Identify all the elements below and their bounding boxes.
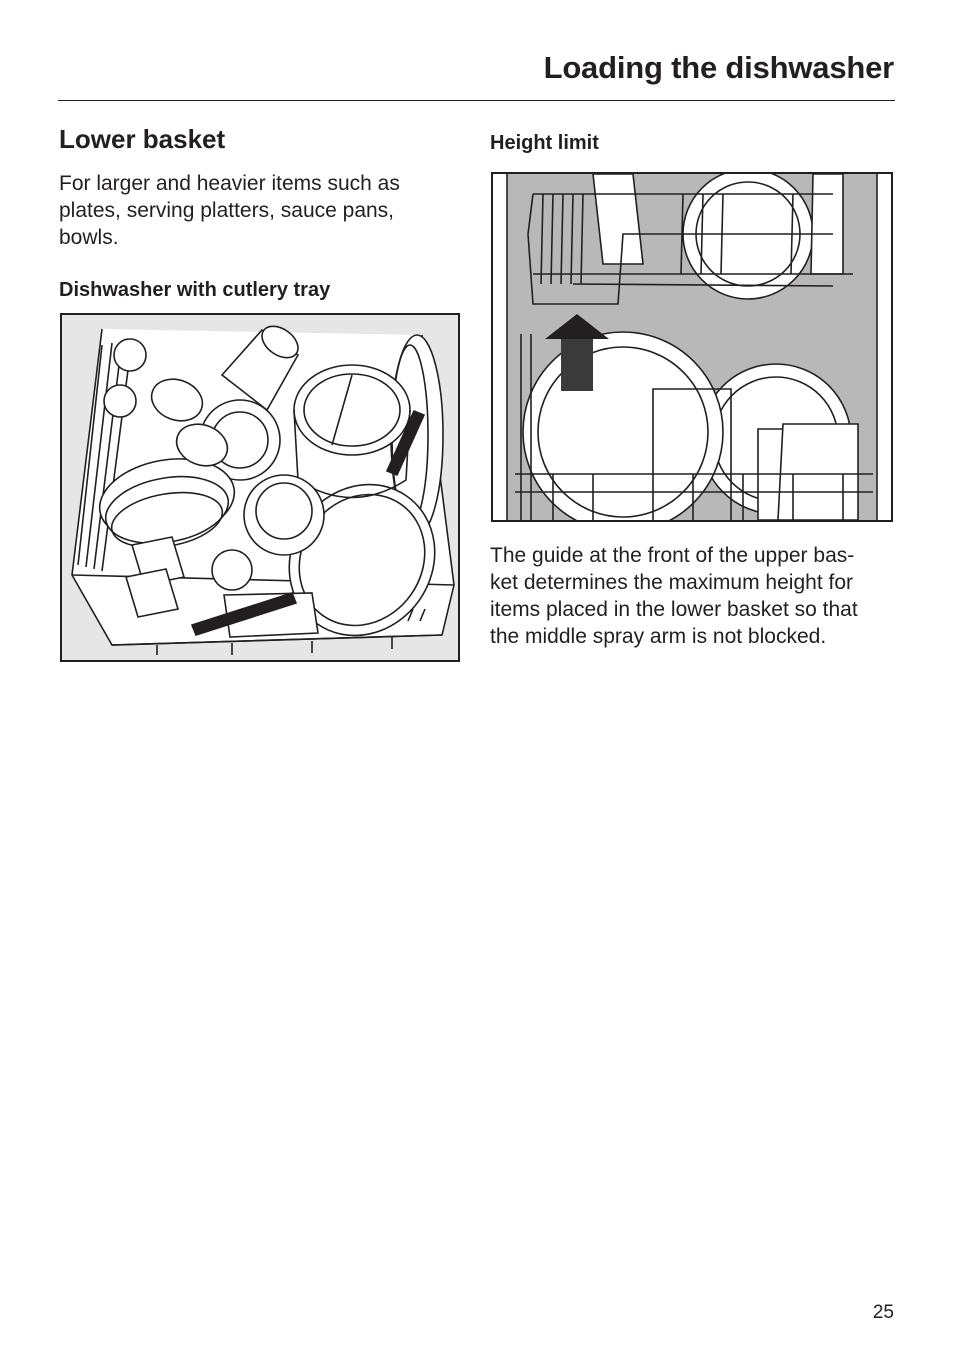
subheading-cutlery-tray: Dishwasher with cutlery tray [59, 279, 331, 301]
section-heading: Lower basket [59, 124, 226, 154]
intro-line: bowls. [59, 226, 119, 249]
page-number: 25 [872, 1302, 894, 1323]
lower-basket-illustration [60, 313, 460, 662]
height-limit-illustration [491, 172, 893, 522]
intro-paragraph [59, 170, 459, 251]
description-line: The guide at the front of the upper bas- [490, 544, 855, 567]
page-title: Loading the dishwasher [543, 50, 894, 85]
intro-line: For larger and heavier items such as [59, 172, 400, 195]
title-rule [58, 100, 895, 101]
height-limit-description [490, 542, 900, 650]
description-line: the middle spray arm is not blocked. [490, 625, 827, 648]
description-line: ket determines the maximum height for [490, 571, 853, 594]
description-line: items placed in the lower basket so that [490, 598, 858, 621]
subheading-height-limit: Height limit [490, 132, 599, 154]
intro-line: plates, serving platters, sauce pans, [59, 199, 395, 222]
